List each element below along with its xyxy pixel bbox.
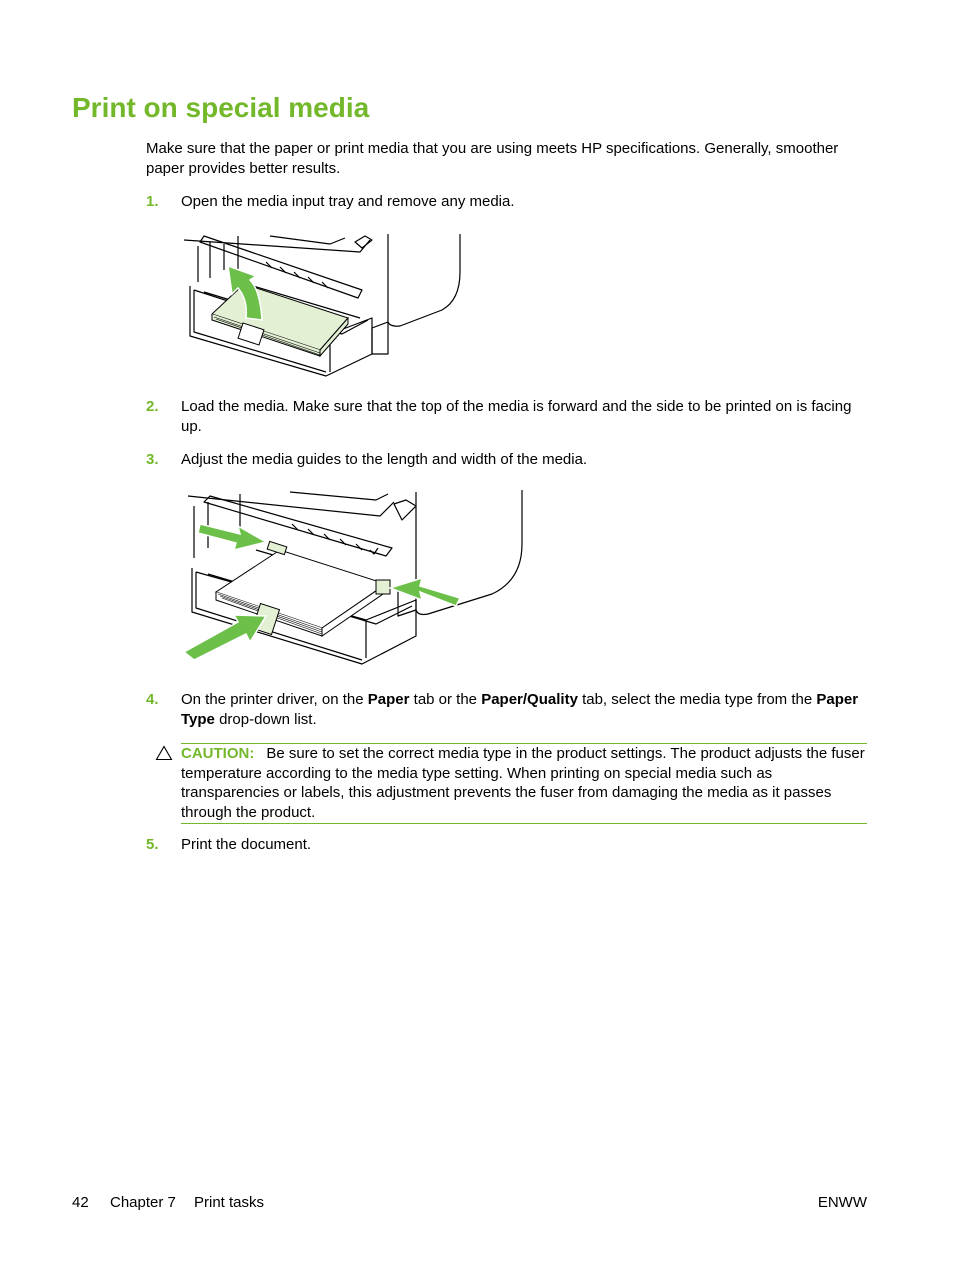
step-text: Print the document. bbox=[181, 836, 312, 853]
step-text-part: tab or the bbox=[409, 691, 482, 708]
caution-triangle-icon bbox=[155, 745, 173, 761]
ui-term-paper-tab: Paper bbox=[367, 691, 410, 708]
footer-chapter: Chapter 7 bbox=[110, 1194, 176, 1211]
open-tray-illustration bbox=[180, 232, 470, 378]
ui-term-paper-type: Paper Type bbox=[181, 691, 859, 728]
caution-label: CAUTION: bbox=[181, 745, 255, 762]
caution-text: Be sure to set the correct media type in the product settings. The product adjusts the fuser temperature according to the media type setting. When printing on special media such as transparencies or labels, this adjustment prevents the fuser from damaging the media as it passes through the product. bbox=[181, 745, 865, 821]
step-4 bbox=[146, 690, 870, 729]
step-5 bbox=[146, 835, 870, 855]
step-text: Load the media. Make sure that the top of the media is forward and the side to be printed on is facing up. bbox=[181, 398, 852, 435]
step-number: 1. bbox=[146, 193, 159, 210]
page-number: 42 bbox=[72, 1194, 89, 1211]
adjust-guides-illustration bbox=[180, 488, 530, 668]
step-number: 3. bbox=[146, 451, 159, 468]
step-number: 4. bbox=[146, 691, 159, 708]
footer-section: Print tasks bbox=[194, 1194, 265, 1211]
footer-code: ENWW bbox=[817, 1194, 867, 1211]
caution-box bbox=[181, 743, 867, 824]
step-text-part: drop-down list. bbox=[214, 710, 317, 728]
ui-term-paper-quality-tab: Paper/Quality bbox=[481, 691, 578, 708]
step-number: 2. bbox=[146, 398, 159, 415]
step-2 bbox=[146, 397, 870, 436]
step-3 bbox=[146, 450, 870, 470]
step-1 bbox=[146, 192, 870, 212]
step-text bbox=[181, 690, 870, 729]
page-title: Print on special media bbox=[72, 92, 370, 123]
step-text: Open the media input tray and remove any media. bbox=[181, 193, 515, 210]
step-number: 5. bbox=[146, 836, 159, 853]
step-text-part: On the printer driver, on the bbox=[181, 691, 368, 708]
step-text: Adjust the media guides to the length and width of the media. bbox=[181, 451, 588, 468]
intro-paragraph: Make sure that the paper or print media that you are using meets HP specifications. Generally, smoother paper provides better results. bbox=[146, 140, 839, 177]
step-text-part: tab, select the media type from the bbox=[577, 691, 817, 708]
